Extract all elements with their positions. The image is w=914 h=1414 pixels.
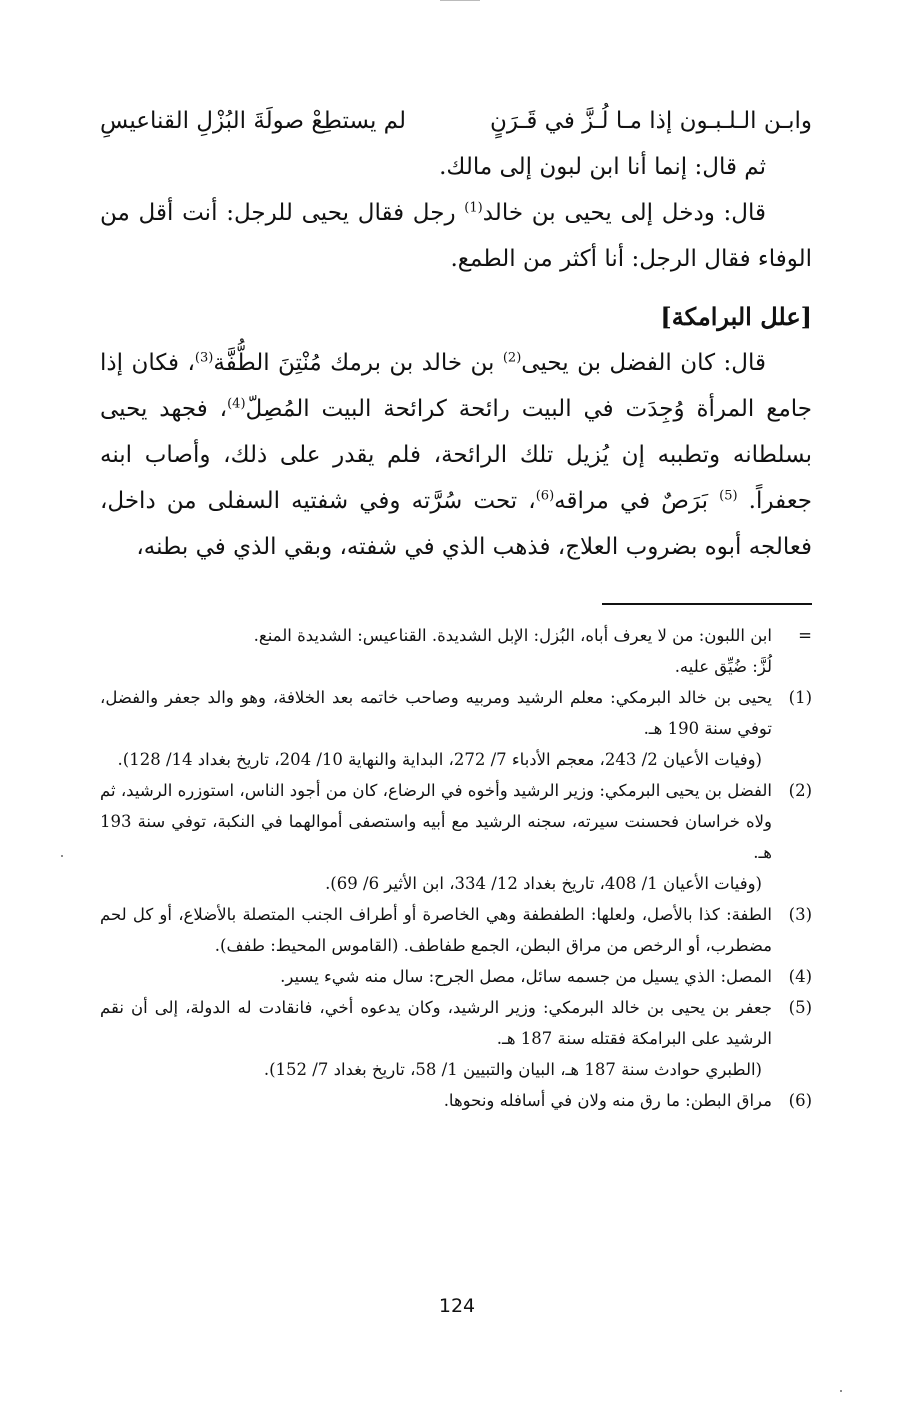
footnote-body xyxy=(100,992,772,1085)
paragraph-2 xyxy=(100,190,812,282)
paragraph-2-text-b: رجل فقال يحيى للرجل: أنت أقل من الوفاء فقال الرجل: أنا أكثر من الطمع. xyxy=(100,200,812,272)
top-edge-mark xyxy=(440,0,480,4)
footnote-body xyxy=(100,1085,772,1116)
poem-verse xyxy=(100,98,812,144)
footnote-body xyxy=(100,620,772,682)
footnote-source: (الطبري حوادث سنة 187 هـ، البيان والتبيين 1/ 58، تاريخ بغداد 7/ 152). xyxy=(263,1060,762,1079)
paragraph-3-text-e: بَرَصٌ في مراقه xyxy=(554,488,720,514)
poem-hemistich-right: وابـن الـلـبـون إذا مـا لُـزَّ في قَـرَنٍ xyxy=(490,108,812,134)
footnote-ref-5: (5) xyxy=(719,488,738,504)
paragraph-3-text-c: ، فكان إذا جامع المرأة وُجِدَت في البيت رائحة كرائحة البيت المُصِلّ xyxy=(100,350,812,422)
footnote-line: ابن اللبون: من لا يعرف أباه، البُزل: الإبل الشديدة. القناعيس: الشديدة المنع. xyxy=(253,626,772,645)
footnote-line: الطفة: كذا بالأصل، ولعلها: الطفطفة وهي الخاصرة أو أطراف الجنب المتصلة بالأضلاع، أو كل لحم مضطرب، أو الرخص من مراق البطن، الجمع طفاطف. (القاموس المحيط: طفف). xyxy=(100,905,772,955)
footnote-marker: (3) xyxy=(788,905,812,924)
footnote-line: المصل: الذي يسيل من جسمه سائل، مصل الجرح: سال منه شيء يسير. xyxy=(280,967,772,986)
footnote-marker: (4) xyxy=(788,967,812,986)
footnote-marker: (5) xyxy=(788,998,812,1017)
footnote-line: الفضل بن يحيى البرمكي: وزير الرشيد وأخوه في الرضاع، كان من أجود الناس، استوزره الرشيد، ثم ولاه خراسان فحسنت سيرته، سجنه الرشيد مع أبيه واستصفى أموالهما في النكبة، توفي سنة 193 هـ. xyxy=(100,781,772,862)
scan-speck xyxy=(840,1390,842,1392)
paragraph-3-text-d: ، فجهد يحيى بسلطانه وتطببه إن يُزيل تلك الرائحة، فلم يقدر على ذلك، وأصاب ابنه جعفراً. xyxy=(100,396,813,514)
page-number: 124 xyxy=(438,1295,476,1317)
footnote-item xyxy=(100,775,812,899)
footnote-marker: = xyxy=(798,626,812,645)
paragraph-3 xyxy=(100,340,812,570)
scan-speck xyxy=(61,855,63,857)
footnote-item xyxy=(100,620,812,682)
footnote-line: جعفر بن يحيى بن خالد البرمكي: وزير الرشيد، وكان يدعوه أخي، فانقادت له الدولة، إلى أن نقم الرشيد على البرامكة فقتله سنة 187 هـ. xyxy=(100,998,772,1048)
footnote-marker: (2) xyxy=(788,781,812,800)
footnote-item xyxy=(100,992,812,1085)
paragraph-3-text-a: قال: كان الفضل بن يحيى xyxy=(521,350,766,376)
footnote-source: (وفيات الأعيان 1/ 408، تاريخ بغداد 12/ 334، ابن الأثير 6/ 69). xyxy=(325,874,762,893)
paragraph-1: ثم قال: إنما أنا ابن لبون إلى مالك. xyxy=(439,154,766,180)
footnote-item xyxy=(100,1085,812,1116)
footnote-source: (وفيات الأعيان 2/ 243، معجم الأدباء 7/ 272، البداية والنهاية 10/ 204، تاريخ بغداد 14/ 128). xyxy=(117,750,762,769)
main-text xyxy=(100,98,812,570)
paragraph-3-text-f: ، تحت سُرَّته وفي شفتيه السفلى من داخل، فعالجه أبوه بضروب العلاج، فذهب الذي في شفته، وبقي الذي في بطنه، xyxy=(100,488,812,560)
footnote-item xyxy=(100,682,812,775)
footnotes xyxy=(100,620,812,1116)
footnote-item xyxy=(100,961,812,992)
section-heading: [علل البرامكة] xyxy=(660,302,812,331)
footnote-item xyxy=(100,899,812,961)
footnote-ref-4: (4) xyxy=(227,396,246,412)
footnote-line: مراق البطن: ما رق منه ولان في أسافله ونحوها. xyxy=(443,1091,772,1110)
footnote-ref-2: (2) xyxy=(502,350,522,366)
footnote-body xyxy=(100,682,772,775)
footnote-marker: (1) xyxy=(788,688,812,707)
footnote-body xyxy=(100,899,772,961)
footnote-separator xyxy=(602,603,812,605)
footnote-body xyxy=(100,961,772,992)
poem-hemistich-left: لم يستطِعْ صولَةَ البُزْلِ القناعيسِ xyxy=(100,108,406,134)
footnote-body xyxy=(100,775,772,899)
footnote-line: لُزَّ: ضُيِّق عليه. xyxy=(674,657,772,676)
footnote-ref-3: (3) xyxy=(194,350,214,366)
footnote-line: يحيى بن خالد البرمكي: معلم الرشيد ومربيه وصاحب خاتمه بعد الخلافة، وهو والد جعفر والفضل، توفي سنة 190 هـ. xyxy=(100,688,772,738)
paragraph-2-text-a: قال: ودخل إلى يحيى بن خالد xyxy=(482,200,766,226)
footnote-ref-1: (1) xyxy=(464,200,483,216)
paragraph-3-text-b: بن خالد بن برمك مُنْتِنَ الطُّفَّة xyxy=(213,350,503,376)
footnote-ref-6: (6) xyxy=(535,488,555,504)
footnote-marker: (6) xyxy=(788,1091,812,1110)
